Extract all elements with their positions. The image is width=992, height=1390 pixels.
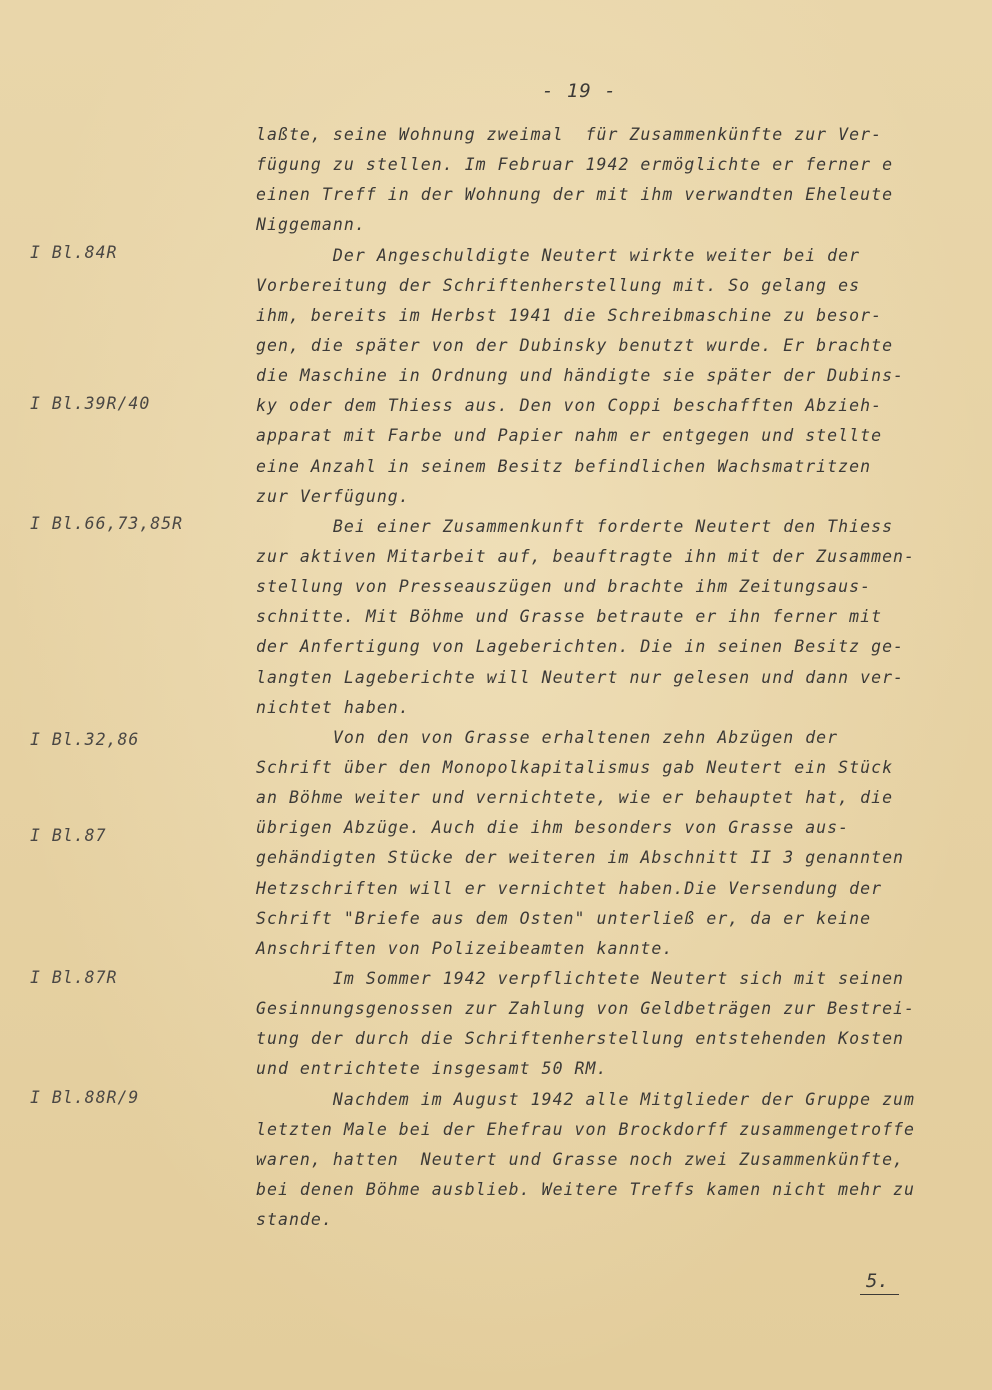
text-line: zur aktiven Mitarbeit auf, beauftragte ihn mit der Zusammen-: [256, 546, 916, 566]
margin-reference: I Bl.88R/9: [30, 1088, 140, 1107]
text-line: stande.: [256, 1210, 333, 1230]
catchword: 5.: [860, 1270, 899, 1295]
margin-reference: I Bl.39R/40: [30, 394, 151, 413]
text-line: Schrift über den Monopolkapitalismus gab Neutert ein Stück: [256, 757, 894, 777]
text-line: Schrift "Briefe aus dem Osten" unterließ er, da er keine: [256, 908, 872, 928]
text-line: an Böhme weiter und vernichtete, wie er behauptet hat, die: [256, 788, 894, 808]
text-line: waren, hatten Neutert und Grasse noch zwei Zusammenkünfte,: [256, 1149, 905, 1169]
text-line: Anschriften von Polizeibeamten kannte.: [256, 938, 674, 958]
text-line: langten Lageberichte will Neutert nur gelesen und dann ver-: [256, 667, 905, 687]
margin-reference: I Bl.87: [30, 826, 107, 845]
text-line: zur Verfügung.: [256, 486, 410, 506]
text-line: Gesinnungsgenossen zur Zahlung von Geldbeträgen zur Bestrei-: [256, 999, 916, 1019]
text-line: gehändigten Stücke der weiteren im Abschnitt II 3 genannten: [256, 848, 905, 868]
text-line: laßte, seine Wohnung zweimal für Zusammenkünfte zur Ver-: [256, 125, 883, 144]
text-line: tung der durch die Schriftenherstellung entstehenden Kosten: [256, 1029, 905, 1049]
text-line: der Anfertigung von Lageberichten. Die in seinen Besitz ge-: [256, 637, 905, 657]
text-line: Bei einer Zusammenkunft forderte Neutert den Thiess: [256, 516, 894, 536]
text-line: ky oder dem Thiess aus. Den von Coppi beschafften Abzieh-: [256, 396, 883, 416]
text-line: fügung zu stellen. Im Februar 1942 ermöglichte er ferner e: [256, 155, 894, 175]
margin-reference: I Bl.87R: [30, 968, 118, 987]
text-line: Hetzschriften will er vernichtet haben.Die Versendung der: [256, 878, 883, 898]
text-line: Von den von Grasse erhaltenen zehn Abzügen der: [256, 727, 839, 747]
text-line: Nachdem im August 1942 alle Mitglieder der Gruppe zum: [256, 1089, 916, 1109]
page-number: - 19 -: [542, 80, 617, 102]
text-line: Vorbereitung der Schriftenherstellung mit. So gelang es: [256, 275, 861, 295]
text-line: Im Sommer 1942 verpflichtete Neutert sich mit seinen: [256, 968, 905, 988]
text-line: Der Angeschuldigte Neutert wirkte weiter bei der: [256, 245, 861, 265]
text-line: gen, die später von der Dubinsky benutzt wurde. Er brachte: [256, 335, 894, 355]
text-line: eine Anzahl in seinem Besitz befindlichen Wachsmatritzen: [256, 456, 872, 476]
margin-reference: I Bl.84R: [30, 243, 118, 262]
text-line: letzten Male bei der Ehefrau von Brockdorff zusammengetroffe: [256, 1119, 916, 1139]
text-line: die Maschine in Ordnung und händigte sie später der Dubins-: [256, 366, 905, 386]
text-line: ihm, bereits im Herbst 1941 die Schreibmaschine zu besor-: [256, 305, 883, 325]
text-line: Niggemann.: [256, 215, 366, 235]
text-line: nichtet haben.: [256, 697, 410, 717]
margin-reference: I Bl.66,73,85R: [30, 514, 184, 533]
margin-reference: I Bl.32,86: [30, 730, 140, 749]
text-line: schnitte. Mit Böhme und Grasse betraute er ihn ferner mit: [256, 607, 883, 627]
text-line: stellung von Presseauszügen und brachte ihm Zeitungsaus-: [256, 577, 872, 597]
text-line: bei denen Böhme ausblieb. Weitere Treffs kamen nicht mehr zu: [256, 1179, 916, 1199]
body-text: [256, 120, 992, 1235]
text-line: apparat mit Farbe und Papier nahm er entgegen und stellte: [256, 426, 883, 446]
text-line: einen Treff in der Wohnung der mit ihm verwandten Eheleute: [256, 185, 894, 205]
text-line: übrigen Abzüge. Auch die ihm besonders von Grasse aus-: [256, 818, 850, 838]
text-line: und entrichtete insgesamt 50 RM.: [256, 1059, 608, 1079]
